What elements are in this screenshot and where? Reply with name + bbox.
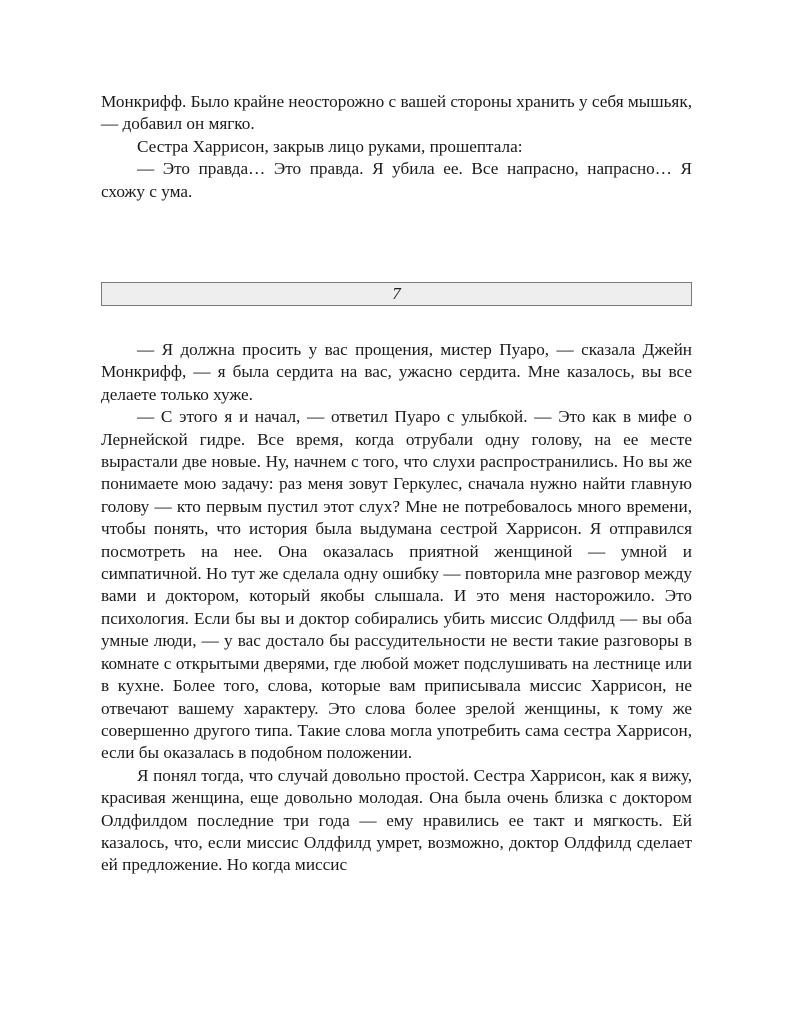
paragraph: Я понял тогда, что случай довольно простой. Сестра Харрисон, как я вижу, красивая женщина, еще довольно молодая. Она была очень близка с доктором Олдфилдом последние три года — ему нравились ее такт и мягкость. Ей казалось, что, если миссис Олдфилд умрет, возможно, доктор Олдфилд сделает ей предложение. Но когда миссис [101, 765, 692, 875]
paragraph: Монкрифф. Было крайне неосторожно с вашей стороны хранить у себя мышьяк, — добавил он мягко. [101, 92, 692, 134]
section-one [101, 91, 692, 203]
paragraph: — Это правда… Это правда. Я убила ее. Все напрасно, напрасно… Я схожу с ума. [101, 159, 692, 201]
chapter-number: 7 [392, 284, 401, 303]
chapter-heading-box [101, 282, 692, 306]
paragraph: — С этого я и начал, — ответил Пуаро с улыбкой. — Это как в мифе о Лернейской гидре. Все время, когда отрубали одну голову, на ее месте вырастали две новые. Ну, начнем с того, что слухи распространились. Но вы же понимаете мою задачу: раз меня зовут Геркулес, сначала нужно найти главную голову — кто первым пустил этот слух? Мне не потребовалось много времени, чтобы понять, что история была выдумана сестрой Харрисон. Я отправился посмотреть на нее. Она оказалась приятной женщиной — умной и симпатичной. Но тут же сделала одну ошибку — повторила мне разговор между вами и доктором, который якобы слышала. И это меня насторожило. Это психология. Если бы вы и доктор собирались убить миссис Олдфилд — вы оба умные люди, — у вас достало бы рассудительности не вести такие разговоры в комнате с открытыми дверями, где любой может подслушивать на лестнице или в кухне. Более того, слова, которые вам приписывала миссис Харрисон, не отвечают вашему характеру. Это слова более зрелой женщины, к тому же совершенно другого типа. Такие слова могла употребить сама сестра Харрисон, если бы оказалась в подобном положении. [101, 407, 692, 763]
paragraph: Сестра Харрисон, закрыв лицо руками, прошептала: [137, 136, 523, 156]
paragraph: — Я должна просить у вас прощения, мистер Пуаро, — сказала Джейн Монкрифф, — я была сердита на вас, ужасно сердита. Мне казалось, вы все делаете только хуже. [101, 340, 692, 404]
section-two [101, 339, 692, 877]
